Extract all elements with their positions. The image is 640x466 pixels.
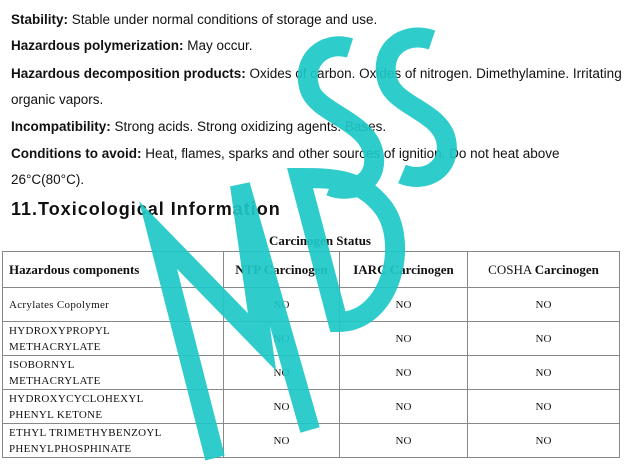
table-row [3,288,620,322]
incompatibility-value: Strong acids. Strong oxidizing agents. Bases. [110,119,387,134]
ntp-value: NO [224,356,340,390]
incompatibility-label: Incompatibility: [11,119,111,134]
polymerization-value: May occur. [183,38,253,53]
header-iarc: IARC Carcinogen [340,252,468,288]
decomposition-label: Hazardous decomposition products: [11,66,246,81]
component-name [3,288,224,322]
component-name-line2: METHACRYLATE [9,340,101,353]
stability-line [11,7,626,33]
decomposition-line [11,61,626,113]
decomposition-value: Oxides of carbon. Oxides of nitrogen. Dimethylamine. Irritating organic vapors. [11,66,622,107]
conditions-value: Heat, flames, sparks and other sources of ignition. Do not heat above 26°C(80°C). [11,146,560,187]
table-row [3,322,620,356]
component-name-line1: Acrylates Copolymer [9,298,110,311]
header-osha [468,252,620,288]
table-header-row [3,252,620,288]
component-name-line1: HYDROXYPROPYL [9,324,111,337]
component-name-line2: PHENYL KETONE [9,408,103,421]
osha-value: NO [468,390,620,424]
table-row [3,390,620,424]
polymerization-line [11,33,626,59]
stability-value: Stable under normal conditions of storage and use. [68,12,378,27]
component-name-line1: HYDROXYCYCLOHEXYL [9,392,144,405]
iarc-value: NO [340,390,468,424]
component-name-line2: METHACRYLATE [9,374,101,387]
osha-value: NO [468,356,620,390]
iarc-value: NO [340,288,468,322]
component-name [3,322,224,356]
component-name [3,356,224,390]
ntp-value: NO [224,390,340,424]
table-row [3,356,620,390]
conditions-line [11,141,626,193]
header-osha-suffix: Carcinogen [534,261,599,277]
header-ntp: NTP Carcinogen [224,252,340,288]
incompatibility-line [11,114,626,140]
osha-value: NO [468,288,620,322]
header-osha-prefix: COSHA [488,261,535,277]
table-caption: Carcinogen Status [269,233,371,248]
carcinogen-table [2,251,620,458]
iarc-value: NO [340,356,468,390]
table-row [3,424,620,458]
header-components: Hazardous components [3,252,224,288]
polymerization-label: Hazardous polymerization: [11,38,184,53]
ntp-value: NO [224,322,340,356]
component-name [3,424,224,458]
component-name-line2: PHENYLPHOSPHINATE [9,442,132,455]
component-name [3,390,224,424]
ntp-value: NO [224,288,340,322]
osha-value: NO [468,322,620,356]
conditions-label: Conditions to avoid: [11,146,142,161]
component-name-line1: ETHYL TRIMETHYBENZOYL [9,426,162,439]
component-name-line1: ISOBORNYL [9,358,75,371]
iarc-value: NO [340,322,468,356]
osha-value: NO [468,424,620,458]
section-heading: 11.Toxicological Information [11,199,281,219]
stability-label: Stability: [11,12,69,27]
ntp-value: NO [224,424,340,458]
iarc-value: NO [340,424,468,458]
